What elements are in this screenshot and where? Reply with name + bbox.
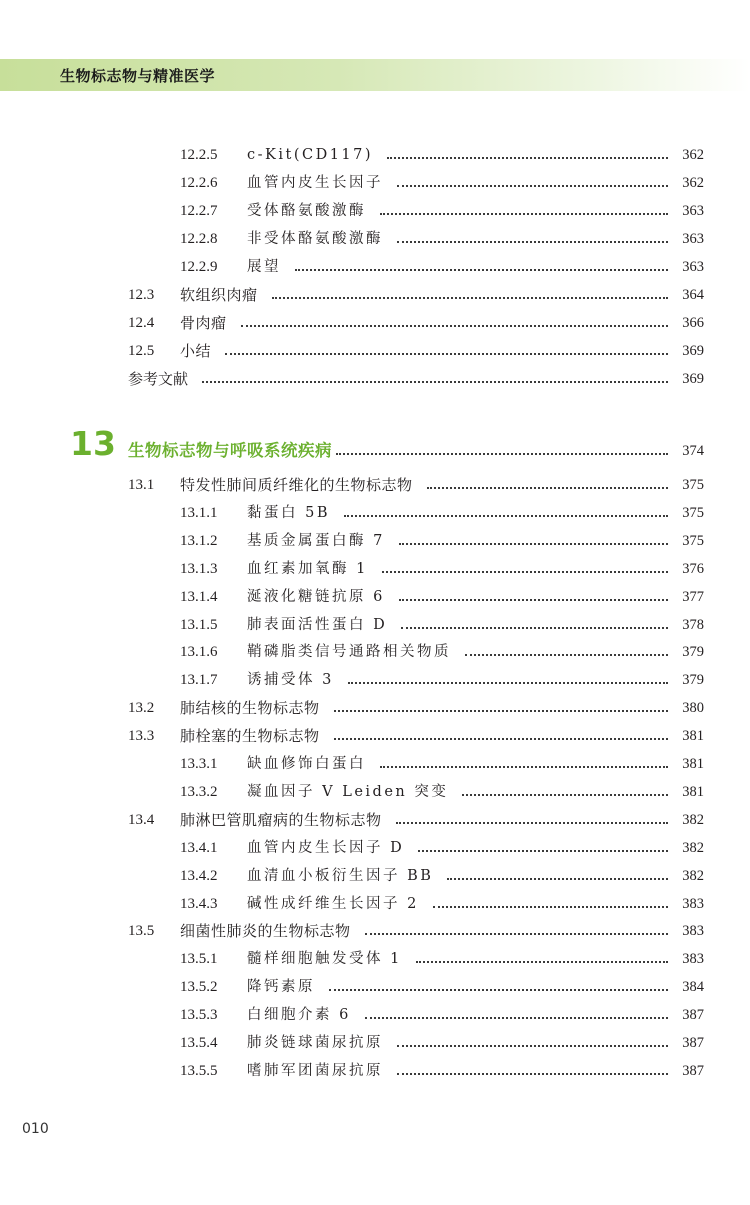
toc-entry-page: 363 (682, 259, 704, 275)
toc-entry[interactable] (0, 144, 750, 166)
toc-entry[interactable] (0, 669, 750, 691)
toc-entry-number: 13.1.2 (180, 532, 218, 549)
toc-entry-number: 13.3.1 (180, 756, 218, 772)
toc-entry-title: 白细胞介素 6 (247, 1007, 351, 1024)
toc-entry-page: 375 (682, 504, 704, 521)
toc-entry-number: 12.5 (128, 343, 155, 359)
running-header-title: 生物标志物与精准医学 (60, 67, 216, 85)
toc-entry-number: 13.1.5 (180, 616, 218, 633)
toc-entry-number: 13.4.3 (180, 895, 218, 912)
toc-entry-number: 13.5.1 (180, 951, 218, 968)
toc-entry[interactable] (0, 920, 750, 942)
chapter-title: 生物标志物与呼吸系统疾病 (128, 441, 332, 460)
toc-entry-page: 383 (682, 951, 704, 968)
toc-entry-page: 366 (682, 315, 704, 331)
toc-entry-title: 鞘磷脂类信号通路相关物质 (247, 644, 451, 661)
toc-entry[interactable] (0, 1032, 750, 1054)
toc-leader-dots (348, 682, 668, 684)
toc-entry-title: 碱性成纤维生长因子 2 (247, 895, 419, 912)
toc-entry[interactable] (0, 641, 750, 663)
toc-entry-title: 小结 (180, 342, 212, 360)
toc-entry-title: c-Kit(CD117) (247, 147, 374, 163)
toc-entry[interactable] (0, 368, 750, 390)
toc-entry-number: 12.2.7 (180, 203, 218, 219)
toc-entry-number: 13.1.1 (180, 504, 218, 521)
toc-entry[interactable] (0, 893, 750, 915)
toc-leader-dots (427, 487, 668, 489)
toc-entry[interactable] (0, 558, 750, 580)
chapter-leader-dots (336, 453, 668, 455)
toc-leader-dots (380, 766, 668, 768)
toc-entry-number: 12.2.5 (180, 147, 218, 163)
toc-entry-title: 涎液化糖链抗原 6 (247, 588, 385, 605)
toc-entry-number: 13.5.2 (180, 979, 218, 996)
toc-entry-page: 387 (682, 1007, 704, 1024)
toc-entry-page: 379 (682, 672, 704, 689)
toc-entry-number: 13.1.7 (180, 672, 218, 689)
toc-entry-page: 387 (682, 1062, 704, 1079)
toc-leader-dots (433, 906, 668, 908)
toc-entry-title: 血管内皮生长因子 D (247, 839, 405, 856)
toc-leader-dots (465, 654, 668, 656)
toc-entry-number: 13.4.2 (180, 867, 218, 884)
toc-entry-title: 血清血小板衍生因子 BB (247, 867, 434, 884)
toc-entry-page: 375 (682, 477, 704, 493)
toc-entry-page: 382 (682, 839, 704, 856)
toc-entry-page: 377 (682, 588, 704, 605)
toc-entry-page: 369 (682, 343, 704, 359)
toc-leader-dots (334, 738, 668, 740)
toc-entry-title: 嗜肺军团菌尿抗原 (247, 1062, 383, 1079)
toc-leader-dots (418, 850, 668, 852)
toc-entry[interactable] (0, 312, 750, 334)
toc-leader-dots (272, 297, 668, 299)
toc-entry-page: 387 (682, 1035, 704, 1051)
toc-entry-title: 非受体酪氨酸激酶 (247, 231, 383, 247)
toc-entry[interactable] (0, 474, 750, 496)
toc-entry-title: 受体酪氨酸激酶 (247, 203, 366, 219)
toc-entry-number: 13.5.5 (180, 1062, 218, 1079)
toc-leader-dots (382, 571, 668, 573)
page-number: 010 (22, 1121, 49, 1137)
toc-entry[interactable] (0, 530, 750, 552)
toc-entry[interactable] (0, 1060, 750, 1082)
toc-entry-page: 382 (682, 811, 704, 828)
toc-entry-page: 362 (682, 175, 704, 191)
toc-entry-title: 细菌性肺炎的生物标志物 (180, 922, 351, 941)
toc-leader-dots (387, 157, 668, 159)
toc-leader-dots (397, 185, 668, 187)
toc-entry-page: 376 (682, 560, 704, 577)
toc-entry-title: 缺血修饰白蛋白 (247, 756, 366, 772)
toc-entry-number: 13.4.1 (180, 839, 218, 856)
toc-entry[interactable] (0, 200, 750, 222)
toc-leader-dots (241, 325, 668, 327)
toc-entry-number: 13.5.4 (180, 1035, 218, 1051)
toc-entry-number: 13.5 (128, 923, 155, 940)
toc-entry-title: 肺栓塞的生物标志物 (180, 727, 320, 746)
toc-leader-dots (396, 822, 668, 824)
toc-leader-dots (344, 515, 668, 517)
toc-entry-title: 骨肉瘤 (180, 314, 227, 332)
toc-leader-dots (334, 710, 668, 712)
toc-entry-title: 降钙素原 (247, 979, 315, 996)
toc-entry-title: 血红素加氧酶 1 (247, 560, 368, 577)
toc-entry[interactable] (0, 172, 750, 194)
toc-entry[interactable] (0, 865, 750, 887)
toc-entry-number: 13.1.3 (180, 560, 218, 577)
toc-leader-dots (399, 543, 668, 545)
toc-leader-dots (397, 241, 668, 243)
toc-leader-dots (416, 961, 668, 963)
toc-entry-page: 378 (682, 616, 704, 633)
toc-entry-number: 13.3 (128, 728, 155, 745)
toc-entry-title: 肺表面活性蛋白 D (247, 616, 388, 633)
toc-entry[interactable] (0, 284, 750, 306)
toc-entry-page: 383 (682, 923, 704, 940)
toc-entry-title: 展望 (247, 259, 281, 275)
toc-entry-number: 12.3 (128, 287, 155, 303)
toc-entry-page: 379 (682, 644, 704, 661)
toc-leader-dots (401, 627, 668, 629)
toc-leader-dots (397, 1045, 668, 1047)
toc-entry-number: 13.1 (128, 477, 155, 493)
toc-entry-number: 12.2.6 (180, 175, 218, 191)
toc-entry-title: 诱捕受体 3 (247, 672, 334, 689)
toc-leader-dots (329, 989, 668, 991)
toc-entry-title: 特发性肺间质纤维化的生物标志物 (180, 476, 413, 494)
toc-entry-page: 364 (682, 287, 704, 303)
toc-entry[interactable] (0, 948, 750, 970)
toc-entry-number: 13.2 (128, 700, 155, 717)
toc-entry-title: 黏蛋白 5B (247, 504, 330, 521)
toc-leader-dots (365, 1017, 668, 1019)
toc-entry[interactable] (0, 1004, 750, 1026)
toc-entry-page: 383 (682, 895, 704, 912)
toc-leader-dots (399, 599, 668, 601)
toc-entry[interactable] (0, 502, 750, 524)
toc-entry-page: 382 (682, 867, 704, 884)
toc-entry-number: 13.4 (128, 811, 155, 828)
toc-leader-dots (295, 269, 668, 271)
toc-leader-dots (397, 1073, 668, 1075)
toc-entry-page: 381 (682, 728, 704, 745)
toc-entry-title: 参考文献 (128, 370, 189, 388)
toc-entry-number: 13.1.4 (180, 588, 218, 605)
toc-entry-number: 13.1.6 (180, 644, 218, 661)
toc-entry[interactable] (0, 809, 750, 831)
toc-leader-dots (462, 794, 668, 796)
toc-entry-page: 381 (682, 783, 704, 800)
chapter-number: 13 (70, 424, 116, 463)
toc-entry[interactable] (0, 753, 750, 775)
toc-leader-dots (202, 381, 668, 383)
toc-leader-dots (365, 933, 668, 935)
toc-entry-number: 12.2.8 (180, 231, 218, 247)
chapter-page: 374 (682, 443, 704, 459)
toc-entry-page: 380 (682, 700, 704, 717)
toc-entry-number: 13.5.3 (180, 1007, 218, 1024)
toc-entry[interactable] (0, 837, 750, 859)
toc-entry-title: 凝血因子 V Leiden 突变 (247, 783, 449, 800)
toc-entry-page: 362 (682, 147, 704, 163)
toc-entry-page: 363 (682, 203, 704, 219)
toc-entry-title: 肺炎链球菌尿抗原 (247, 1035, 383, 1051)
toc-entry-page: 381 (682, 756, 704, 772)
toc-entry-title: 基质金属蛋白酶 7 (247, 532, 385, 549)
toc-entry-title: 软组织肉瘤 (180, 286, 258, 304)
toc-entry-number: 13.3.2 (180, 783, 218, 800)
toc-entry[interactable] (0, 725, 750, 747)
toc-entry-page: 384 (682, 979, 704, 996)
toc-leader-dots (447, 878, 668, 880)
toc-entry[interactable] (0, 976, 750, 998)
toc-entry-title: 肺淋巴管肌瘤病的生物标志物 (180, 810, 382, 829)
toc-leader-dots (225, 353, 668, 355)
toc-entry[interactable] (0, 781, 750, 803)
toc-entry-page: 375 (682, 532, 704, 549)
toc-entry[interactable] (0, 697, 750, 719)
toc-entry[interactable] (0, 614, 750, 636)
toc-entry[interactable] (0, 340, 750, 362)
toc-entry-page: 369 (682, 371, 704, 387)
toc-entry-title: 髓样细胞触发受体 1 (247, 951, 402, 968)
toc-entry-title: 肺结核的生物标志物 (180, 699, 320, 718)
toc-entry[interactable] (0, 586, 750, 608)
toc-entry-page: 363 (682, 231, 704, 247)
toc-entry-title: 血管内皮生长因子 (247, 175, 383, 191)
toc-entry-number: 12.4 (128, 315, 155, 331)
toc-entry[interactable] (0, 228, 750, 250)
toc-entry[interactable] (0, 256, 750, 278)
toc-leader-dots (380, 213, 668, 215)
toc-entry-number: 12.2.9 (180, 259, 218, 275)
